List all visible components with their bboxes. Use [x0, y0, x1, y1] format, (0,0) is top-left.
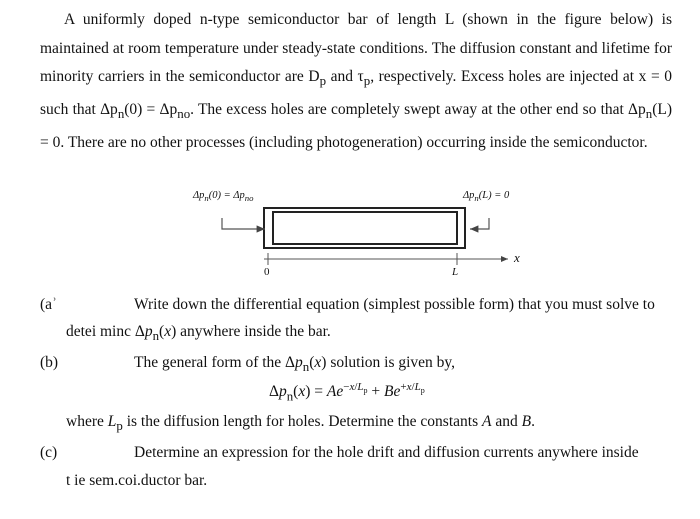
- right-boundary-label: $\Delta p_n(L) = 0$: [463, 190, 510, 204]
- part-c-line2: t ie sem.coi.ductor bar.: [66, 472, 208, 489]
- part-b-equation: $\Delta p_n(x) = Ae^{-x/L_p} + Be^{+x/L_p}$: [269, 381, 425, 404]
- part-c-label: (c): [40, 444, 58, 461]
- left-boundary-label: $\Delta p_n(0) = \Delta p_{no}$: [193, 190, 254, 204]
- tick-0-label: 0: [264, 266, 270, 278]
- part-a-label: (aʾ: [40, 296, 58, 313]
- part-b-line1: The general form of the $\Delta p_n(x)$ solution is given by,: [134, 354, 456, 375]
- part-c-line1: Determine an expression for the hole drift and diffusion currents anywhere inside: [134, 444, 639, 461]
- part-b-line2: where $L_p$ is the diffusion length for holes. Determine the constants A and B.: [66, 413, 535, 434]
- injection-arrow: [222, 218, 265, 229]
- problem-statement: A uniformly doped n-type semiconductor bar of length L (shown in the figure below) is maintained at room temperature under steady-state conditions. The diffusion constant and lifetime for minority carriers in the semiconductor are $D_p$ and $\tau_p$, respectively. Excess holes are injected at x = 0 such that $\Delta p_n(0) = \Delta p_{no}$. The excess holes are completely swept away at the other end so that $\Delta p_n(L) = 0$. There are no other processes (including photogeneration) occurring inside the semiconductor.: [40, 11, 673, 151]
- tick-L-label: L: [452, 266, 459, 278]
- bar-outer: [264, 208, 465, 248]
- part-a-line2: detei minc $\Delta p_n(x)$ anywhere inside the bar.: [66, 323, 331, 344]
- extraction-arrow: [470, 218, 489, 229]
- part-b-label: (b): [40, 354, 59, 371]
- part-a-line1: Write down the differential equation (simplest possible form) that you must solve to: [134, 296, 655, 313]
- axis-x-label: x: [514, 250, 520, 265]
